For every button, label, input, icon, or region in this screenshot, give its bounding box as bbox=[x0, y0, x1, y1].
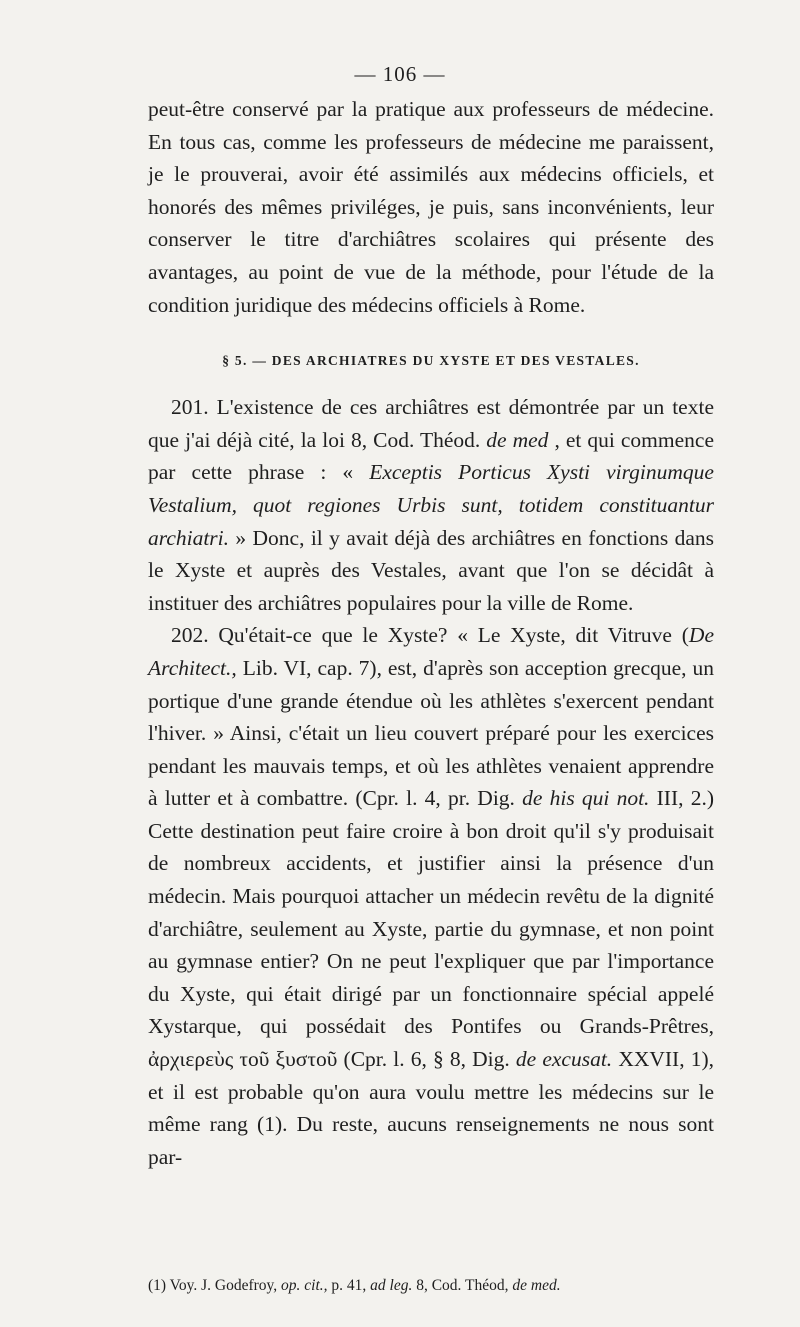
section-title: § 5. — DES ARCHIATRES DU XYSTE ET DES VESTALES. bbox=[222, 353, 640, 369]
main-text bbox=[148, 93, 714, 1173]
paragraph-202: 202. Qu'était-ce que le Xyste? « Le Xyste, dit Vitruve (De Architect., Lib. VI, cap. 7), est, d'après son acception grecque, un portique d'une grande étendue où les athlètes s'exercent pendant l'hiver. » Ainsi, c'était un lieu couvert préparé pour les exercices pendant les mauvais temps, et où les athlètes venaient apprendre à lutter et à combattre. (Cpr. l. 4, pr. Dig. de his qui not. III, 2.) Cette destination peut faire croire à bon droit qu'il s'y produisait de nombreux accidents, et justifier ainsi la présence d'un médecin. Mais pourquoi attacher un médecin revêtu de la dignité d'archiâtre, seulement au Xyste, partie du gymnase, et non point au gymnase entier? On ne peut l'expliquer que par l'importance du Xyste, qui était dirigé par un fonctionnaire spécial appelé Xystarque, qui possédait des Pontifes ou Grands-Prêtres, ἀρχιερεὺς τοῦ ξυστοῦ (Cpr. l. 6, § 8, Dig. de excusat. XXVII, 1), et il est probable qu'on aura voulu mettre les médecins sur le même rang (1). Du reste, aucuns renseignements ne nous sont par- bbox=[148, 623, 715, 1169]
paragraph-201: 201. L'existence de ces archiâtres est démontrée par un texte que j'ai déjà cité, la loi 8, Cod. Théod. de med , et qui commence par cette phrase : « Exceptis Porticus Xysti virginumque Vestalium, quot regiones Urbis sunt, totidem constituantur archiatri. » Donc, il y avait déjà des archiâtres en fonctions dans le Xyste et auprès des Vestales, avant que l'on se décidât à instituer des archiâtres populaires pour la ville de Rome. bbox=[148, 395, 714, 615]
page-number: — 106 — bbox=[354, 62, 446, 86]
paragraph-continuation: peut-être conservé par la pratique aux professeurs de médecine. En tous cas, comme les professeurs de médecine me paraissent, je le prouverai, avoir été assimilés aux médecins officiels, et honorés des mêmes priviléges, je puis, sans inconvénients, leur conserver le titre d'archiâtres scolaires qui présente des avantages, au point de vue de la méthode, pour l'étude de la condition juridique des médecins officiels à Rome. bbox=[148, 97, 714, 317]
footnote: (1) Voy. J. Godefroy, op. cit., p. 41, ad leg. 8, Cod. Théod, de med. bbox=[148, 1277, 561, 1294]
greek-phrase: ἀρχιερεὺς τοῦ ξυστοῦ bbox=[148, 1047, 338, 1072]
